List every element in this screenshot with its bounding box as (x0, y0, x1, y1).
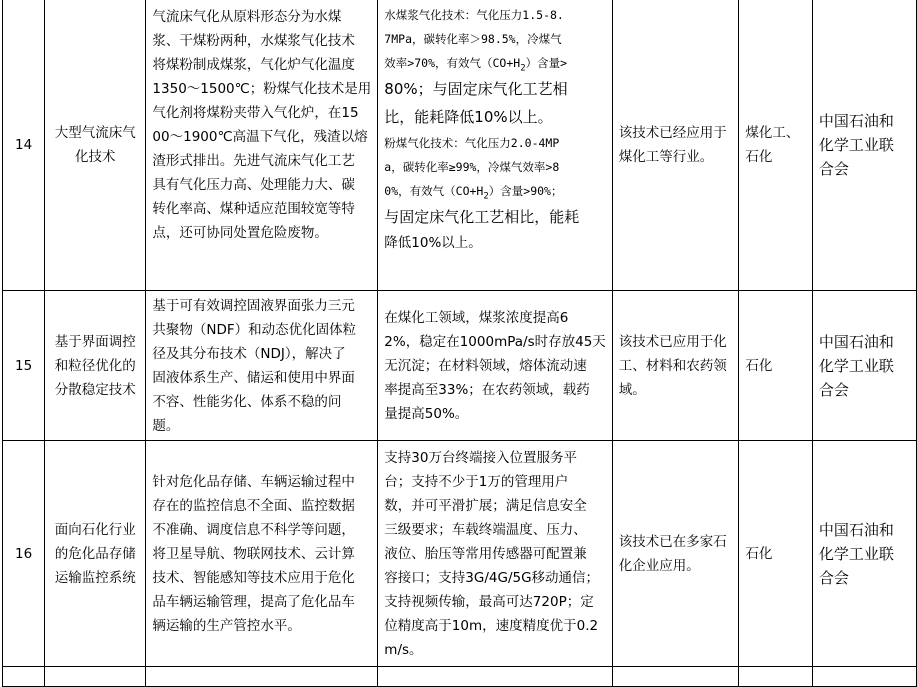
tech-name: 面向石化行业 的危化品存储 运输监控系统 (45, 441, 146, 667)
tech-name: 大型气流床气 化技术 (45, 0, 146, 291)
application-status: 该技术已经应用于 煤化工等行业。 (612, 0, 739, 291)
tech-name: 基于界面调控 和粒径优化的 分散稳定技术 (45, 291, 146, 441)
technology-table (2, 0, 917, 687)
row-number: 16 (3, 441, 45, 667)
table-row (3, 441, 917, 667)
row-number: 14 (3, 0, 45, 291)
tech-metrics: 水煤浆气化技术：气化压力1.5-8. 7MPa，碳转化率＞98.5%，冷煤气 效率>70%，有效气$(CO+H_2)$含量> 80%；与固定床气化工艺相 比，能耗降低10%以上。 粉煤气化技术：气化压力2.0-4MP a，碳转化率≥99%，冷煤气效率>8 0%，有效气$(CO+H_2)$含量>90%； 与固定床气化工艺相比，能耗 降低10%以上。 (378, 0, 613, 291)
industry: 石化 (739, 291, 812, 441)
application-status: 该技术已在多家石 化企业应用。 (612, 441, 739, 667)
tech-description: 气流床气化从原料形态分为水煤 浆、干煤粉两种，水煤浆气化技术 将煤粉制成煤浆，气化炉气化温度 1350～1500℃；粉煤气化技术是用 气化剂将煤粉夹带入气化炉，在15 00～1900℃高温下气化，残渣以熔 渣形式排出。先进气流床气化工艺 具有气化压力高、处理能力大、碳 转化率高、煤种适应范围较宽等特 点，还可协同处置危险废物。 (146, 0, 378, 291)
tech-description: 基于可有效调控固液界面张力三元 共聚物（NDF）和动态优化固体粒 径及其分布技术（NDJ），解决了 固液体系生产、储运和使用中界面 不容、性能劣化、体系不稳的问 题。 (146, 291, 378, 441)
tech-description: 针对危化品存储、车辆运输过程中 存在的监控信息不全面、监控数据 不准确、调度信息不科学等问题， 将卫星导航、物联网技术、云计算 技术、智能感知等技术应用于危化 品车辆运输管理，提高了危化品车 辆运输的生产管控水平。 (146, 441, 378, 667)
table-row (3, 0, 917, 291)
tech-metrics: 支持30万台终端接入位置服务平 台；支持不少于1万的管理用户 数，并可平滑扩展；满足信息安全 三级要求；车载终端温度、压力、 液位、胎压等常用传感器可配置兼 容接口；支持3G/4G/5G移动通信； 支持视频传输，最高可达720P；定 位精度高于10m，速度精度优于0.2 m/s。 (378, 441, 613, 667)
application-status: 该技术已应用于化 工、材料和农药领 域。 (612, 291, 739, 441)
table-row (3, 667, 917, 687)
industry: 煤化工、 石化 (739, 0, 812, 291)
table-row (3, 291, 917, 441)
row-number: 15 (3, 291, 45, 441)
organization: 中国石油和 化学工业联 合会 (812, 0, 916, 291)
tech-metrics: 在煤化工领域，煤浆浓度提高6 2%，稳定在1000mPa/s时存放45天 无沉淀；在材料领域，熔体流动速 率提高至33%；在农药领域，载药 量提高50%。 (378, 291, 613, 441)
organization: 中国石油和 化学工业联 合会 (812, 291, 916, 441)
industry: 石化 (739, 441, 812, 667)
organization: 中国石油和 化学工业联 合会 (812, 441, 916, 667)
